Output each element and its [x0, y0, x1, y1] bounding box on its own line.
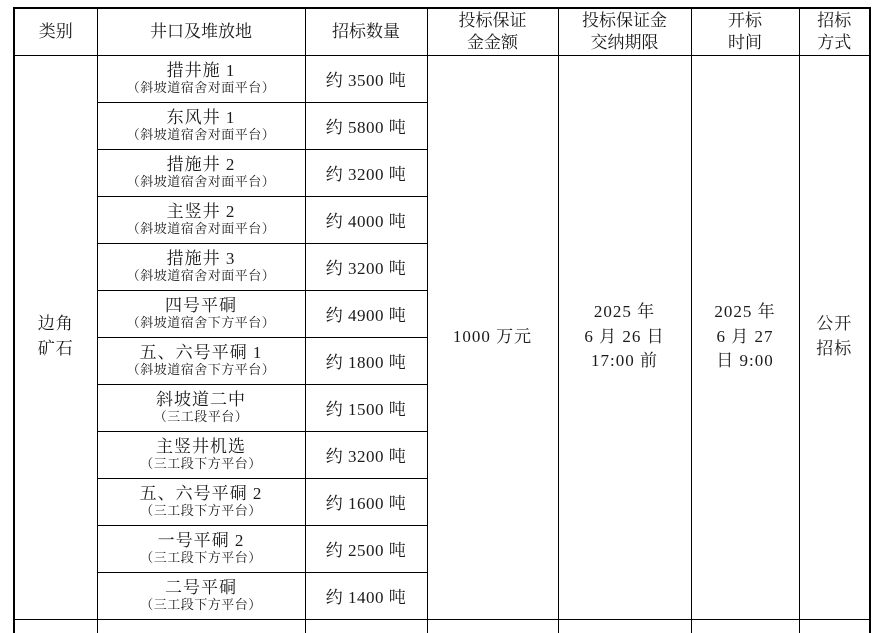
- partial-cell: [799, 619, 870, 633]
- site-location: （斜坡道宿舍对面平台）: [126, 80, 276, 96]
- open-time-cell: [691, 55, 799, 619]
- partial-cell: [691, 619, 799, 633]
- site-location: （斜坡道宿舍下方平台）: [126, 315, 276, 331]
- site-name: 五、六号平硐 2: [139, 483, 263, 503]
- header-deposit-amount: [427, 8, 558, 55]
- document-page: [13, 7, 873, 633]
- quantity-cell: 约 1600 吨: [305, 478, 427, 525]
- deposit-deadline-line1: 2025 年: [593, 302, 656, 322]
- bid-table: [13, 7, 871, 633]
- deposit-amount-value: 1000 万元: [452, 326, 533, 346]
- partial-cell: [14, 619, 97, 633]
- site-cell: [97, 572, 305, 619]
- table-row: [14, 55, 870, 102]
- header-method: [799, 8, 870, 55]
- site-cell: [97, 243, 305, 290]
- header-deposit-amount-line2: 金金额: [467, 32, 518, 52]
- quantity-cell: 约 4000 吨: [305, 196, 427, 243]
- header-method-line2: 方式: [817, 32, 852, 52]
- site-location: （斜坡道宿舍下方平台）: [126, 362, 276, 378]
- header-site: 井口及堆放地: [97, 8, 305, 55]
- site-location: （三工段平台）: [153, 409, 249, 425]
- partial-cell: [427, 619, 558, 633]
- quantity-cell: 约 4900 吨: [305, 290, 427, 337]
- site-name: 措井施 1: [166, 60, 236, 80]
- site-location: （斜坡道宿舍对面平台）: [126, 221, 276, 237]
- header-open-time-line2: 时间: [728, 32, 762, 52]
- header-quantity: 招标数量: [305, 8, 427, 55]
- header-deposit-amount-line1: 投标保证: [458, 10, 527, 30]
- site-cell: [97, 196, 305, 243]
- header-category: 类别: [14, 8, 97, 55]
- quantity-cell: 约 2500 吨: [305, 525, 427, 572]
- site-name: 东风井 1: [166, 107, 236, 127]
- site-location: （三工段下方平台）: [140, 456, 262, 472]
- deposit-deadline-line3: 17:00 前: [591, 351, 658, 371]
- site-name: 五、六号平硐 1: [139, 342, 263, 362]
- site-cell: [97, 525, 305, 572]
- quantity-cell: 约 1500 吨: [305, 384, 427, 431]
- deposit-deadline-line2: 6 月 26 日: [584, 326, 665, 346]
- site-cell: [97, 149, 305, 196]
- deposit-deadline-cell: [558, 55, 691, 619]
- site-cell: [97, 102, 305, 149]
- site-name: 措施井 2: [166, 154, 236, 174]
- site-name: 主竖井机选: [156, 436, 246, 456]
- partial-cell: [305, 619, 427, 633]
- partial-cutoff-row: [14, 619, 870, 633]
- quantity-cell: 约 5800 吨: [305, 102, 427, 149]
- header-deposit-deadline-line1: 投标保证金: [582, 10, 667, 30]
- deposit-amount-cell: [427, 55, 558, 619]
- site-cell: [97, 431, 305, 478]
- category-line2: 矿石: [37, 339, 74, 358]
- site-name: 措施井 3: [166, 248, 236, 268]
- header-deposit-deadline-line2: 交纳期限: [590, 32, 659, 52]
- site-name: 一号平硐 2: [157, 530, 245, 550]
- quantity-cell: 约 3200 吨: [305, 243, 427, 290]
- header-open-time-line1: 开标: [728, 10, 762, 30]
- method-line2: 招标: [816, 339, 853, 358]
- site-location: （三工段下方平台）: [140, 550, 262, 566]
- site-cell: [97, 55, 305, 102]
- quantity-cell: 约 1400 吨: [305, 572, 427, 619]
- site-cell: [97, 478, 305, 525]
- method-cell: [799, 55, 870, 619]
- site-location: （三工段下方平台）: [140, 597, 262, 613]
- method-line1: 公开: [816, 314, 853, 334]
- site-name: 四号平硐: [165, 295, 237, 315]
- site-cell: [97, 337, 305, 384]
- site-name: 二号平硐: [165, 577, 237, 597]
- header-method-line1: 招标: [817, 10, 852, 30]
- table-header-row: [14, 8, 870, 55]
- quantity-cell: 约 1800 吨: [305, 337, 427, 384]
- header-open-time: [691, 8, 799, 55]
- category-cell: [14, 55, 97, 619]
- partial-cell: [558, 619, 691, 633]
- header-deposit-deadline: [558, 8, 691, 55]
- site-name: 斜坡道二中: [156, 389, 246, 409]
- site-cell: [97, 290, 305, 337]
- partial-cell: [97, 619, 305, 633]
- site-location: （斜坡道宿舍对面平台）: [126, 268, 276, 284]
- site-cell: [97, 384, 305, 431]
- quantity-cell: 约 3500 吨: [305, 55, 427, 102]
- site-location: （三工段下方平台）: [140, 503, 262, 519]
- quantity-cell: 约 3200 吨: [305, 149, 427, 196]
- open-time-line2: 6 月 27: [716, 326, 774, 346]
- open-time-line1: 2025 年: [714, 302, 776, 322]
- site-name: 主竖井 2: [166, 201, 236, 221]
- category-line1: 边角: [37, 314, 74, 334]
- site-location: （斜坡道宿舍对面平台）: [126, 127, 276, 143]
- quantity-cell: 约 3200 吨: [305, 431, 427, 478]
- site-location: （斜坡道宿舍对面平台）: [126, 174, 276, 190]
- open-time-line3: 日 9:00: [716, 351, 774, 371]
